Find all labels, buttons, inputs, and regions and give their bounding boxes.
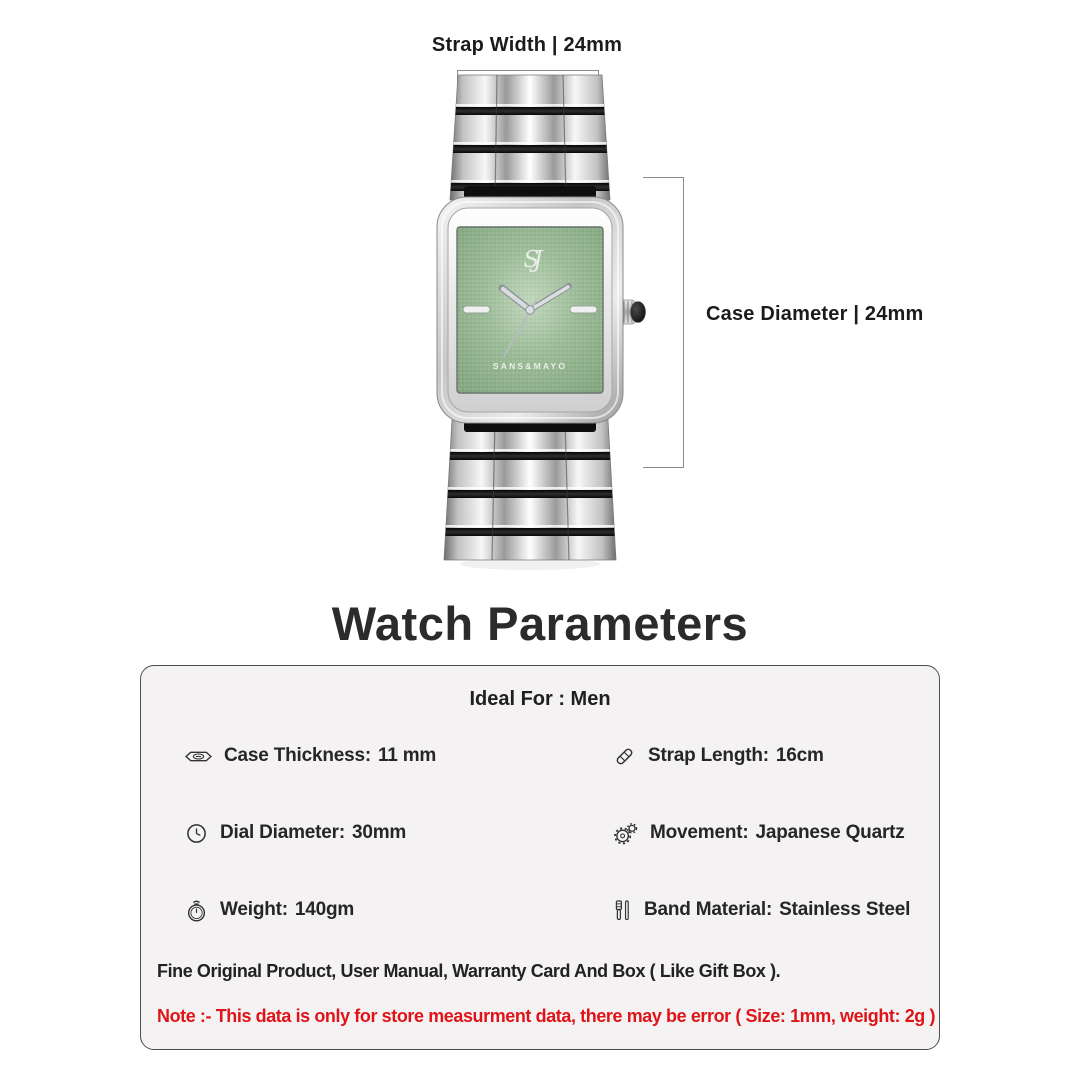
ideal-for-label: Ideal For : Men — [469, 688, 611, 710]
spec-band-material — [613, 894, 910, 926]
movement-icon — [613, 822, 638, 845]
spec-value: 11 mm — [377, 745, 437, 766]
spec-value: Japanese Quartz — [755, 822, 905, 843]
case-diameter-label: Case Diameter | 24mm — [706, 303, 924, 325]
spec-label: Strap Length: — [648, 745, 769, 766]
dial-diameter-icon — [185, 822, 208, 845]
parameters-box — [140, 665, 940, 1050]
spec-weight — [185, 894, 354, 926]
spec-label: Weight: — [220, 899, 288, 920]
strap-width-label: Strap Width | 24mm — [431, 34, 623, 56]
spec-case-thickness — [185, 740, 436, 772]
note-line: Note :- This data is only for store measurment data, there may be error ( Size: 1mm, weight: 2g ) — [157, 1005, 936, 1026]
spec-value: Stainless Steel — [779, 899, 911, 920]
case-thickness-icon — [185, 748, 212, 765]
spec-value: 140gm — [294, 899, 355, 920]
spec-value: 16cm — [775, 745, 824, 766]
dial-marker-left — [463, 306, 490, 313]
spec-label: Movement: — [650, 822, 749, 843]
spec-label: Case Thickness: — [224, 745, 371, 766]
dial-logo: SJ — [523, 247, 537, 273]
weight-icon — [185, 898, 208, 923]
spec-movement — [613, 817, 905, 849]
watch-top-strap — [444, 75, 616, 200]
spec-dial-diameter — [185, 817, 406, 849]
spec-label: Dial Diameter: — [220, 822, 345, 843]
dial-marker-right — [570, 306, 597, 313]
page-title: Watch Parameters — [331, 597, 749, 650]
spec-value: 30mm — [351, 822, 407, 843]
dial-brand-text: SANS&MAYO — [492, 361, 568, 371]
includes-line: Fine Original Product, User Manual, Warranty Card And Box ( Like Gift Box ). — [157, 960, 781, 981]
strap-length-icon — [613, 745, 636, 768]
watch-product-image — [400, 60, 700, 580]
watch-bottom-strap — [440, 418, 620, 560]
band-material-icon — [613, 899, 632, 922]
spec-strap-length — [613, 740, 824, 772]
spec-label: Band Material: — [644, 899, 773, 920]
watch-dial — [457, 227, 603, 393]
